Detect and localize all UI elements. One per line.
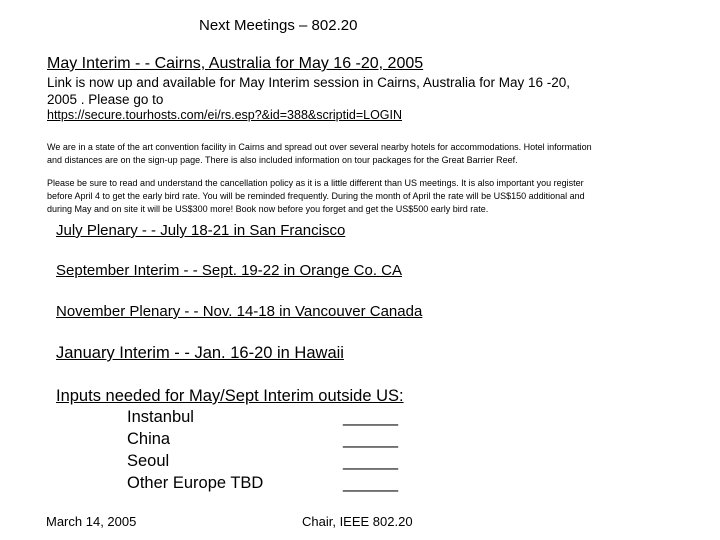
inputs-heading: Inputs needed for May/Sept Interim outside US: <box>56 387 404 405</box>
meeting-july-plenary: July Plenary - - July 18-21 in San Francisco <box>56 222 346 239</box>
location-instanbul: Instanbul <box>127 408 194 426</box>
footer-chair: Chair, IEEE 802.20 <box>302 514 413 529</box>
location-blank: ______ <box>343 430 399 448</box>
meeting-january-interim: January Interim - - Jan. 16-20 in Hawaii <box>56 344 344 362</box>
location-other-europe: Other Europe TBD <box>127 474 264 492</box>
footer-date: March 14, 2005 <box>46 514 137 529</box>
cancellation-note-line-1: Please be sure to read and understand the cancellation policy as it is a little different than US meetings. It is also important you register <box>47 178 584 188</box>
may-interim-paragraph-line-2: 2005 . Please go to <box>47 92 164 107</box>
may-interim-paragraph-line-1: Link is now up and available for May Interim session in Cairns, Australia for May 16 -20, <box>47 75 570 90</box>
location-blank: ______ <box>343 408 399 426</box>
location-blank: ______ <box>343 452 399 470</box>
slide-title: Next Meetings – 802.20 <box>199 17 358 34</box>
location-china: China <box>127 430 171 448</box>
cancellation-note-line-3: during May and on site it will be US$300 more! Book now before you forget and get the US$500 early bird rate. <box>47 204 489 214</box>
registration-link[interactable]: https://secure.tourhosts.com/ei/rs.esp?&id=388&scriptid=LOGIN <box>47 108 403 122</box>
meeting-november-plenary: November Plenary - - Nov. 14-18 in Vancouver Canada <box>56 303 423 320</box>
venue-note-line-2: and distances are on the sign-up page. There is also included information on tour packages for the Great Barrier Reef. <box>47 155 518 165</box>
cancellation-note-line-2: before April 4 to get the early bird rate. You will be reminded frequently. During the month of April the rate will be US$150 additional and <box>47 191 585 201</box>
may-interim-heading: May Interim - - Cairns, Australia for May 16 -20, 2005 <box>47 55 424 72</box>
location-seoul: Seoul <box>127 452 170 470</box>
venue-note-line-1: We are in a state of the art convention facility in Cairns and spread out over several nearby hotels for accommodations. Hotel information <box>47 142 592 152</box>
meeting-september-interim: September Interim - - Sept. 19-22 in Orange Co. CA <box>56 262 402 279</box>
location-blank: ______ <box>343 474 399 492</box>
